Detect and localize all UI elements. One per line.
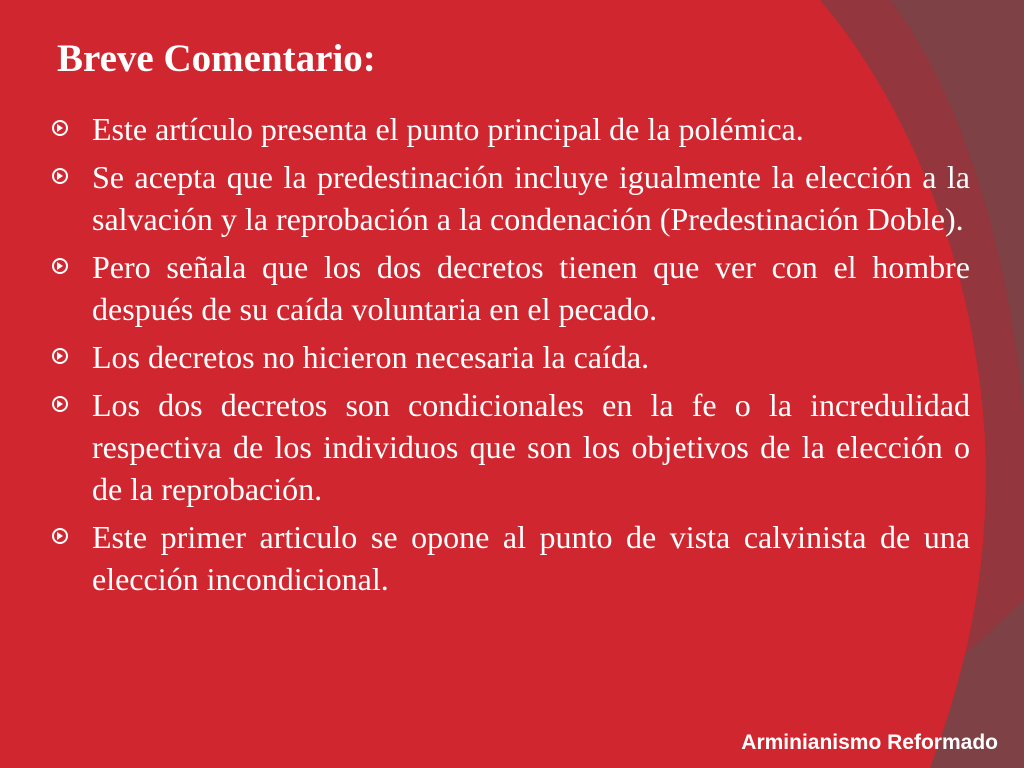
bullet-text: Este artículo presenta el punto principal de la polémica.: [92, 111, 804, 147]
list-item: [46, 384, 970, 510]
list-item: [46, 516, 970, 600]
list-item: [46, 246, 970, 330]
footer-label: Arminianismo Reformado: [741, 731, 998, 754]
bullet-text: Los dos decretos son condicionales en la fe o la incredulidad respectiva de los individuos que son los objetivos de la elección o de la reprobación.: [92, 387, 970, 507]
circled-arrow-icon: [52, 396, 68, 412]
circled-arrow-icon: [52, 258, 68, 274]
slide-title: Breve Comentario:: [57, 37, 376, 80]
list-item: [46, 156, 970, 240]
circled-arrow-icon: [52, 120, 68, 136]
bullet-text: Pero señala que los dos decretos tienen que ver con el hombre después de su caída voluntaria en el pecado.: [92, 249, 970, 327]
circled-arrow-icon: [52, 168, 68, 184]
circled-arrow-icon: [52, 528, 68, 544]
list-item: [46, 336, 970, 378]
bullet-text: Se acepta que la predestinación incluye igualmente la elección a la salvación y la reprobación a la condenación (Predestinación Doble).: [92, 159, 970, 237]
bullet-text: Este primer articulo se opone al punto de vista calvinista de una elección incondicional.: [92, 519, 970, 597]
bullet-text: Los decretos no hicieron necesaria la caída.: [92, 339, 650, 375]
bullet-list: [46, 108, 970, 606]
list-item: [46, 108, 970, 150]
circled-arrow-icon: [52, 348, 68, 364]
